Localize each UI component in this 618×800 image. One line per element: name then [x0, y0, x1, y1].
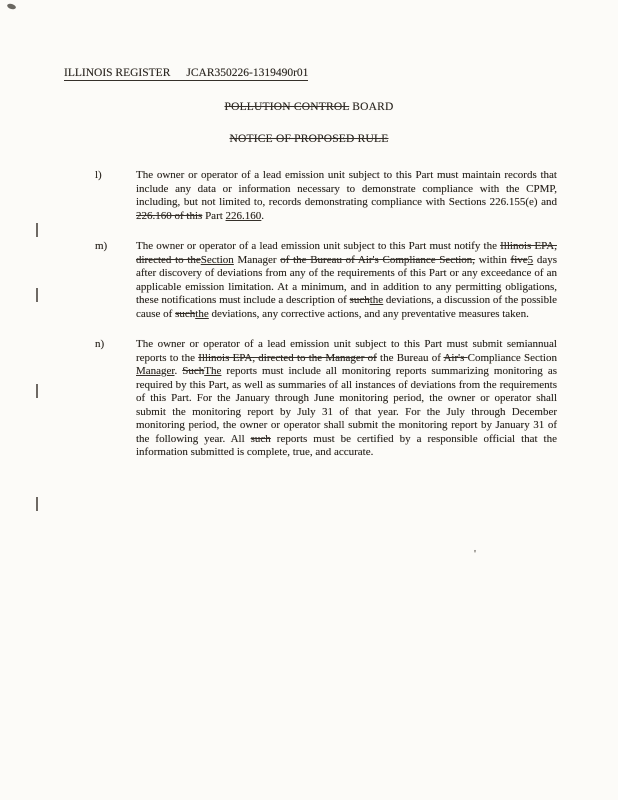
- paragraph-n: [95, 338, 557, 460]
- paragraph-text: [136, 240, 557, 321]
- notice-title: [0, 133, 618, 145]
- text-run: the Bureau of: [376, 351, 444, 364]
- scan-speck: [6, 3, 16, 11]
- text-run: The owner or operator of a lead emission unit subject to this Part must maintain records that include any data or information necessary to demonstrate compliance with the CPMP, including, but not limited to, records demonstrating compliance with Sections 226.155(e) and: [136, 169, 557, 208]
- text-run: within: [475, 253, 511, 266]
- margin-change-bar: [36, 384, 38, 398]
- paragraph-m: [95, 240, 557, 321]
- register-title: ILLINOIS REGISTER: [64, 67, 171, 79]
- text-run: deviations, any corrective actions, and any preventative measures taken.: [208, 307, 529, 320]
- scan-artifact: ': [474, 548, 476, 560]
- deleted-text: 226.160 of this: [136, 209, 203, 222]
- text-run: The owner or operator of a lead emission unit subject to this Part must submit semiannual reports to the: [136, 338, 557, 364]
- page-header: [64, 67, 308, 81]
- deleted-text: of the Bureau of Air's Compliance Section,: [280, 253, 476, 266]
- inserted-text: The: [204, 365, 222, 377]
- inserted-text: the: [195, 307, 209, 320]
- inserted-text: the: [369, 294, 384, 306]
- paragraph-text: [136, 338, 557, 460]
- paragraph-text: [136, 169, 557, 223]
- deleted-text: NOTICE OF PROPOSED RULE: [229, 133, 389, 145]
- margin-change-bar: [36, 497, 38, 511]
- deleted-text: Such: [182, 365, 205, 377]
- deleted-text: POLLUTION CONTROL: [224, 101, 350, 113]
- deleted-text: Illinois EPA, directed to the Manager of: [198, 351, 377, 364]
- text-run: Manager: [233, 253, 281, 266]
- text-run: reports must include all monitoring reports summarizing monitoring as required by this Part, as well as summaries of all instances of deviations from the requirements of this Part. For the January through June monitoring period, the owner or operator shall submit the monitoring report by July 31 of that year. For the July through December monitoring period, the owner or operator shall submit the monitoring report by January 31 of the following year. All: [136, 365, 557, 445]
- margin-change-bar: [36, 288, 38, 302]
- paragraph-label: l): [95, 169, 102, 181]
- text-run: Part: [202, 209, 226, 222]
- board-title: [0, 101, 618, 113]
- margin-change-bar: [36, 223, 38, 237]
- text-run: The owner or operator of a lead emission unit subject to this Part must notify the: [136, 240, 501, 252]
- text-run: reports must be certified by a responsible official that the information submitted is complete, true, and accurate.: [136, 432, 557, 458]
- inserted-text: Manager: [136, 365, 175, 377]
- deleted-text: such: [250, 432, 271, 445]
- deleted-text: five: [510, 253, 528, 266]
- text-run: Compliance Section: [467, 351, 557, 364]
- paragraph-l: [95, 169, 557, 223]
- deleted-text: Air's: [443, 351, 468, 364]
- document-body: [95, 169, 557, 477]
- text-run: days after discovery of deviations from any of the requirements of this Part or any exceedance of an applicable emission limitation. At a minimum, and in addition to any permitting obligations, these notifications must include a description of: [136, 253, 557, 306]
- inserted-text: Section: [200, 253, 234, 266]
- deleted-text: Illinois EPA, directed to the: [136, 240, 557, 266]
- inserted-text: 5: [527, 253, 534, 266]
- paragraph-label: n): [95, 338, 105, 350]
- paragraph-label: m): [95, 240, 108, 252]
- text-run: .: [261, 209, 265, 222]
- text-run: deviations, a discussion of the possible cause of: [136, 294, 558, 320]
- deleted-text: such: [349, 294, 370, 306]
- inserted-text: 226.160: [225, 209, 262, 222]
- text-run: .: [174, 365, 183, 377]
- text-run: BOARD: [349, 101, 394, 113]
- deleted-text: such: [175, 307, 196, 320]
- document-number: JCAR350226-1319490r01: [186, 67, 309, 79]
